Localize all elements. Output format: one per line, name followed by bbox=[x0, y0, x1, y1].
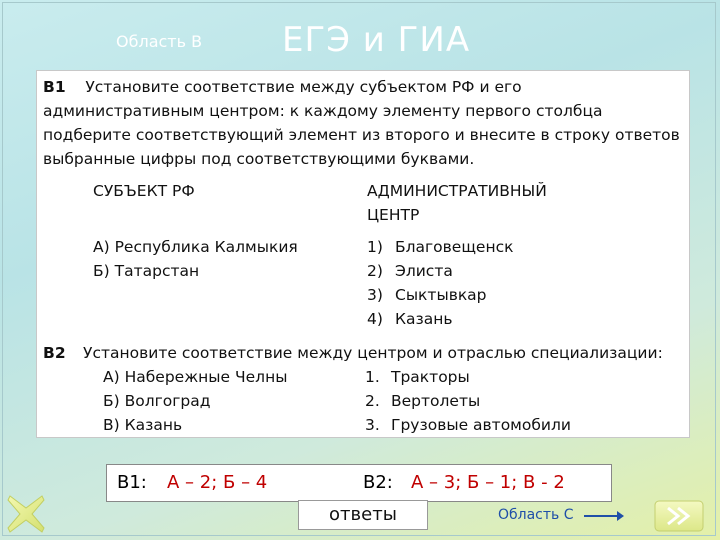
b2-answer-label: В2: bbox=[363, 472, 393, 493]
close-icon[interactable] bbox=[4, 492, 48, 536]
b2-right-item: Грузовые автомобили bbox=[391, 416, 571, 434]
b2-right-item: Вертолеты bbox=[391, 392, 481, 410]
arrow-right-icon bbox=[584, 509, 624, 523]
b1-number: B1 bbox=[43, 78, 66, 96]
b2-number: B2 bbox=[43, 344, 66, 362]
b1-answer-label: В1: bbox=[117, 472, 147, 493]
page-title: ЕГЭ и ГИА bbox=[282, 20, 471, 60]
b2-right-item: Тракторы bbox=[391, 368, 470, 386]
b2-right-num: 1. bbox=[365, 368, 380, 386]
b2-right-num: 3. bbox=[365, 416, 380, 434]
b1-answer-value: А – 2; Б – 4 bbox=[167, 472, 268, 493]
b2-left-item: В) Казань bbox=[103, 416, 183, 434]
area-label: Область В bbox=[116, 32, 203, 51]
b1-right-item: Сыктывкар bbox=[395, 286, 487, 304]
b1-text: Установите соответствие между субъектом РФ и его административным центром: к каждому элементу первого столбца подберите соответствующий элемент из второго и внесите в строку ответов выбранные цифры под соответствующими буквами. bbox=[43, 78, 680, 168]
b1-left-item: Б) Татарстан bbox=[93, 262, 200, 280]
b2-right-num: 2. bbox=[365, 392, 380, 410]
next-area-link[interactable]: Область С bbox=[498, 507, 574, 523]
b1-right-num: 4) bbox=[367, 310, 383, 328]
b2-left-item: Б) Волгоград bbox=[103, 392, 211, 410]
b1-col2-header-line2: ЦЕНТР bbox=[367, 206, 420, 224]
b1-right-item: Казань bbox=[395, 310, 453, 328]
answer-box bbox=[106, 464, 612, 502]
b1-right-num: 3) bbox=[367, 286, 383, 304]
question-panel bbox=[36, 70, 690, 438]
b2-left-item: А) Набережные Челны bbox=[103, 368, 288, 386]
answers-button[interactable]: ответы bbox=[298, 500, 428, 530]
b1-left-item: А) Республика Калмыкия bbox=[93, 238, 298, 256]
b1-col2-header-line1: АДМИНИСТРАТИВНЫЙ bbox=[367, 182, 547, 200]
b1-right-item: Элиста bbox=[395, 262, 453, 280]
b1-right-num: 1) bbox=[367, 238, 383, 256]
double-chevron-right-icon[interactable] bbox=[654, 500, 704, 532]
b1-question bbox=[43, 75, 683, 171]
b2-text: Установите соответствие между центром и отраслью специализации: bbox=[83, 344, 663, 362]
b1-right-num: 2) bbox=[367, 262, 383, 280]
b1-col1-header: СУБЪЕКТ РФ bbox=[93, 182, 195, 200]
b2-answer-value: А – 3; Б – 1; В - 2 bbox=[411, 472, 565, 493]
b1-right-item: Благовещенск bbox=[395, 238, 514, 256]
